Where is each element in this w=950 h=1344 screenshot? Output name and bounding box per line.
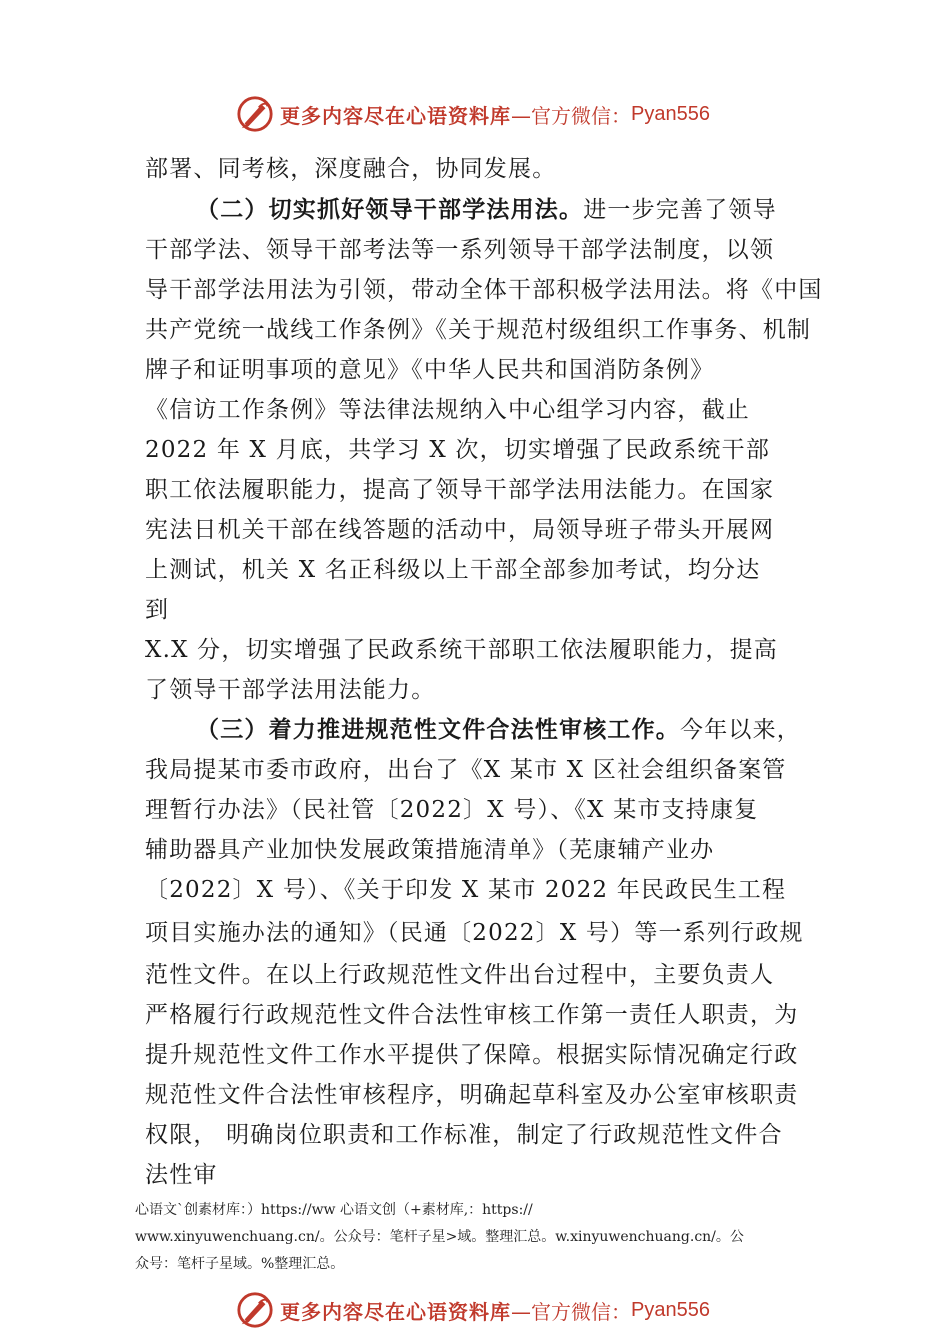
banner-separator: —官方微信： bbox=[511, 1299, 631, 1324]
text-line: 权限， 明确岗位职责和工作标准，制定了行政规范性文件合 bbox=[145, 1122, 783, 1148]
text-line: 提升规范性文件工作水平提供了保障。根据实际情况确定行政 bbox=[145, 1042, 799, 1068]
banner-wechat-id: Pyan556 bbox=[631, 102, 710, 125]
text-line: 法性审 bbox=[145, 1162, 218, 1188]
text-line: 导干部学法用法为引领，带动全体干部积极学法用法。将《中国 bbox=[145, 277, 823, 303]
text-line: 上测试，机关 X 名正科级以上干部全部参加考试，均分达 bbox=[145, 557, 761, 583]
banner-wechat-id: Pyan556 bbox=[631, 1298, 710, 1321]
section-heading-line bbox=[196, 195, 816, 225]
text-line: 规范性文件合法性审核程序，明确起草科室及办公室审核职责 bbox=[145, 1082, 799, 1108]
text-span: 今年以来， bbox=[680, 717, 801, 743]
text-line: 共产党统一战线工作条例》《关于规范村级组织工作事务、机制 bbox=[145, 317, 812, 343]
pen-logo-icon bbox=[236, 95, 274, 133]
text-line: 宪法日机关干部在线答题的活动中，局领导班子带头开展网 bbox=[145, 517, 775, 543]
text-line: 了领导干部学法用法能力。 bbox=[145, 677, 436, 703]
footer-line: 心语文`创素材库：）https://ww 心语文创（+素材库,：https:// bbox=[135, 1202, 533, 1218]
footer-banner bbox=[236, 1290, 756, 1330]
text-line: 部署、同考核，深度融合，协同发展。 bbox=[145, 156, 557, 182]
banner-title: 更多内容尽在心语资料库 bbox=[280, 1299, 511, 1324]
banner-title: 更多内容尽在心语资料库 bbox=[280, 103, 511, 128]
banner-separator: —官方微信： bbox=[511, 103, 631, 128]
text-line: 到 bbox=[145, 597, 170, 623]
section-heading-line bbox=[196, 715, 816, 745]
footer-line: www.xinyuwenchuang.cn/。公众号：笔杆子星>域。整理汇总。w.xinyuwenchuang.cn/。公 bbox=[135, 1229, 744, 1245]
text-line: 2022 年 X 月底，共学习 X 次，切实增强了民政系统干部 bbox=[145, 437, 771, 463]
text-line: 牌子和证明事项的意见》《中华人民共和国消防条例》 bbox=[145, 357, 715, 383]
text-line: 〔2022〕X 号）、《关于印发 X 某市 2022 年民政民生工程 bbox=[145, 877, 787, 903]
text-line: 我局提某市委市政府，出台了《X 某市 X 区社会组织备案管 bbox=[145, 757, 787, 783]
text-line: 职工依法履职能力，提高了领导干部学法用法能力。在国家 bbox=[145, 477, 775, 503]
section-heading-3: （三）着力推进规范性文件合法性审核工作。 bbox=[196, 716, 680, 743]
text-line: 项目实施办法的通知》（民通〔2022〕X 号）等一系列行政规 bbox=[145, 920, 804, 946]
text-line: 辅助器具产业加快发展政策措施清单》（芜康辅产业办 bbox=[145, 837, 715, 863]
text-line: 理暂行办法》（民社管〔2022〕X 号）、《X 某市支持康复 bbox=[145, 797, 759, 823]
text-line: 严格履行行政规范性文件合法性审核工作第一责任人职责，为 bbox=[145, 1002, 799, 1028]
text-line: X.X 分，切实增强了民政系统干部职工依法履职能力，提高 bbox=[145, 637, 778, 663]
text-line: 范性文件。在以上行政规范性文件出台过程中，主要负责人 bbox=[145, 962, 775, 988]
pen-logo-icon bbox=[236, 1291, 274, 1329]
section-heading-2: （二）切实抓好领导干部学法用法。 bbox=[196, 196, 584, 223]
text-line: 《信访工作条例》等法律法规纳入中心组学习内容，截止 bbox=[145, 397, 750, 423]
footer-line: 众号：笔杆子星域。%整理汇总。 bbox=[135, 1256, 345, 1272]
text-span: 进一步完善了领导 bbox=[583, 197, 777, 223]
text-line: 干部学法、领导干部考法等一系列领导干部学法制度，以领 bbox=[145, 237, 775, 263]
header-banner bbox=[236, 94, 756, 134]
